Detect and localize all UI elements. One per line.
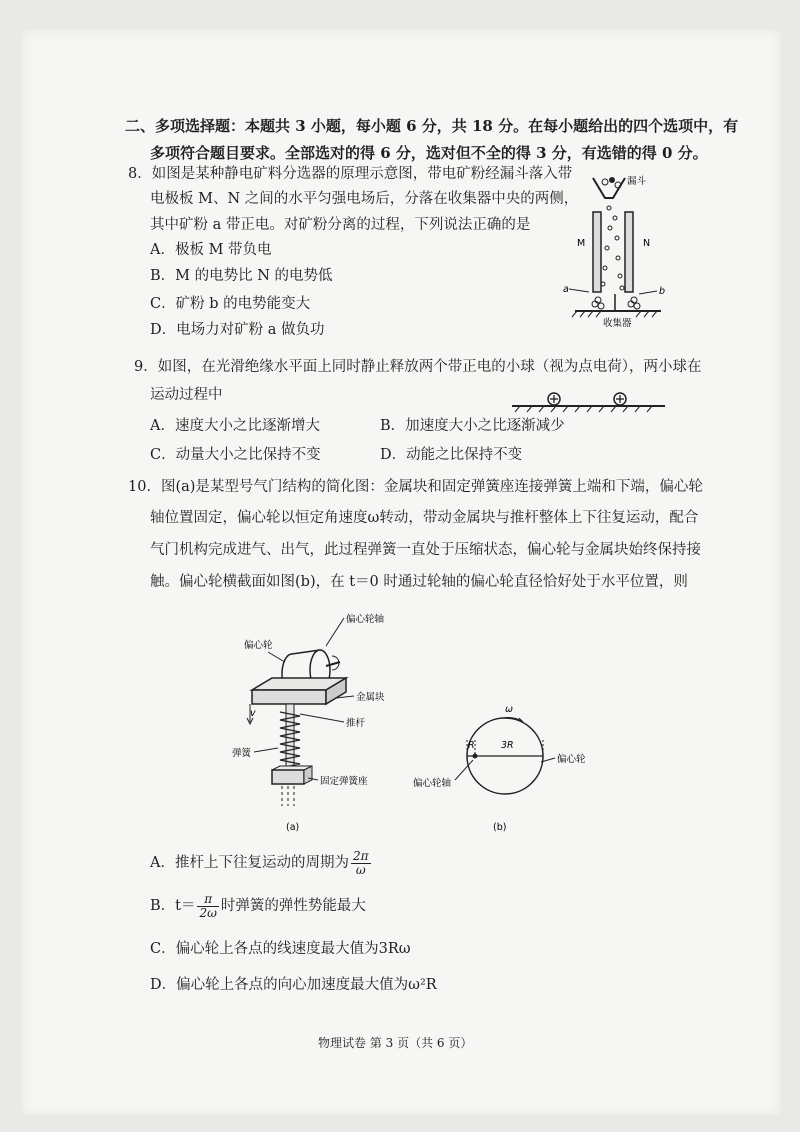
plate-n [625, 212, 633, 292]
q8-option-c: C．矿粉 b 的电势能变大 [150, 296, 311, 312]
q10-stem-line4: 触。偏心轮横截面如图(b)，在 t＝0 时通过轮轴的偏心轮直径恰好处于水平位置，则 [150, 574, 688, 590]
q10-option-b-text: 时弹簧的弹性势能最大 [220, 898, 366, 915]
q9-option-d: D．动能之比保持不变 [380, 447, 523, 463]
q10-option-a-denominator: ω [355, 862, 366, 877]
radius-r-label: R [468, 740, 475, 751]
charge-ball-left [548, 393, 560, 405]
q8-stem-line1: 8．如图是某种静电矿料分选器的原理示意图，带电矿粉经漏斗落入带 [128, 166, 573, 182]
collector-label: 收集器 [603, 318, 632, 329]
axle-label-a: 偏心轮轴 [346, 614, 385, 625]
q10-stem-line1: 10．图(a)是某型号气门结构的简化图：金属块和固定弹簧座连接弹簧上端和下端，偏心轮 [128, 479, 703, 495]
page-footer: 物理试卷 第 3 页（共 6 页） [318, 1036, 473, 1050]
q10-stem-line3: 气门机构完成进气、出气，此过程弹簧一直处于压缩状态，偏心轮与金属块始终保持接 [150, 542, 701, 558]
q10-option-b [150, 893, 366, 919]
axle-label-b: 偏心轮轴 [413, 778, 452, 789]
spring-seat [272, 766, 312, 784]
q10-option-b-denominator: 2ω [199, 905, 217, 920]
falling-particles [601, 206, 624, 290]
q8-option-b: B．M 的电势比 N 的电势低 [150, 268, 333, 284]
q9-stem-line2: 运动过程中 [150, 387, 223, 403]
q8-stem-line2: 电极板 M、N 之间的水平匀强电场后，分落在收集器中央的两侧， [150, 191, 579, 207]
q10-option-a [150, 850, 373, 876]
omega-label-b: ω [505, 704, 513, 715]
q10-option-b-fraction [197, 893, 218, 919]
rod-label: 推杆 [346, 718, 366, 729]
wheel-label-a: 偏心轮 [244, 640, 273, 651]
figure-a-caption: (a) [286, 822, 300, 833]
q9-charges-figure [510, 384, 670, 414]
spring-label: 弹簧 [232, 748, 252, 759]
q10-option-a-text: A．推杆上下往复运动的周期为 [150, 855, 349, 872]
metal-block [252, 678, 346, 704]
plate-m-label: M [577, 238, 586, 249]
collector-piles [592, 297, 640, 309]
q10-option-a-numerator: 2π [352, 849, 369, 863]
q10-stem-line2: 轴位置固定，偏心轮以恒定角速度ω转动，带动金属块与推杆整体上下往复运动，配合 [150, 510, 699, 526]
q10-option-b-numerator: π [197, 893, 218, 907]
seat-label: 固定弹簧座 [320, 776, 368, 787]
svg-text:v: v [250, 708, 256, 719]
block-label: 金属块 [356, 692, 385, 703]
q9-option-c: C．动量大小之比保持不变 [150, 447, 321, 463]
q10-option-c: C．偏心轮上各点的线速度最大值为3Rω [150, 941, 411, 957]
q8-option-d: D．电场力对矿粉 a 做负功 [150, 322, 325, 338]
q10-figure-a [228, 608, 428, 838]
radius-3r-label: 3R [501, 740, 514, 751]
q10-figure-b [405, 690, 605, 835]
powder-b-label: b [659, 286, 666, 297]
q9-option-b: B．加速度大小之比逐渐减少 [380, 418, 565, 434]
q10-option-d: D．偏心轮上各点的向心加速度最大值为ω²R [150, 977, 437, 993]
plate-n-label: N [643, 238, 651, 249]
plate-m [593, 212, 601, 292]
q9-stem-line1: 9．如图，在光滑绝缘水平面上同时静止释放两个带正电的小球（视为点电荷），两小球在 [134, 359, 702, 375]
funnel-label: 漏斗 [627, 176, 647, 187]
powder-a-label: a [563, 284, 569, 295]
charge-ball-right [614, 393, 626, 405]
section-heading-line1: 二、多项选择题：本题共 3 小题，每小题 6 分，共 18 分。在每小题给出的四个选项中，有 [125, 117, 739, 135]
q10-option-b-prefix: B．t＝ [150, 898, 196, 915]
q9-option-a: A．速度大小之比逐渐增大 [150, 418, 320, 434]
funnel-shape [593, 178, 625, 198]
q10-option-a-fraction [351, 850, 371, 876]
q8-stem-line3: 其中矿粉 a 带正电。对矿粉分离的过程，下列说法正确的是 [150, 217, 531, 233]
figure-b-caption: (b) [493, 822, 507, 833]
wheel-label-b: 偏心轮 [557, 754, 586, 765]
section-heading-line2: 多项符合题目要求。全部选对的得 6 分，选对但不全的得 3 分，有选错的得 0 分。 [150, 144, 708, 162]
q8-separator-figure [555, 170, 685, 330]
q8-option-a: A．极板 M 带负电 [150, 242, 272, 258]
